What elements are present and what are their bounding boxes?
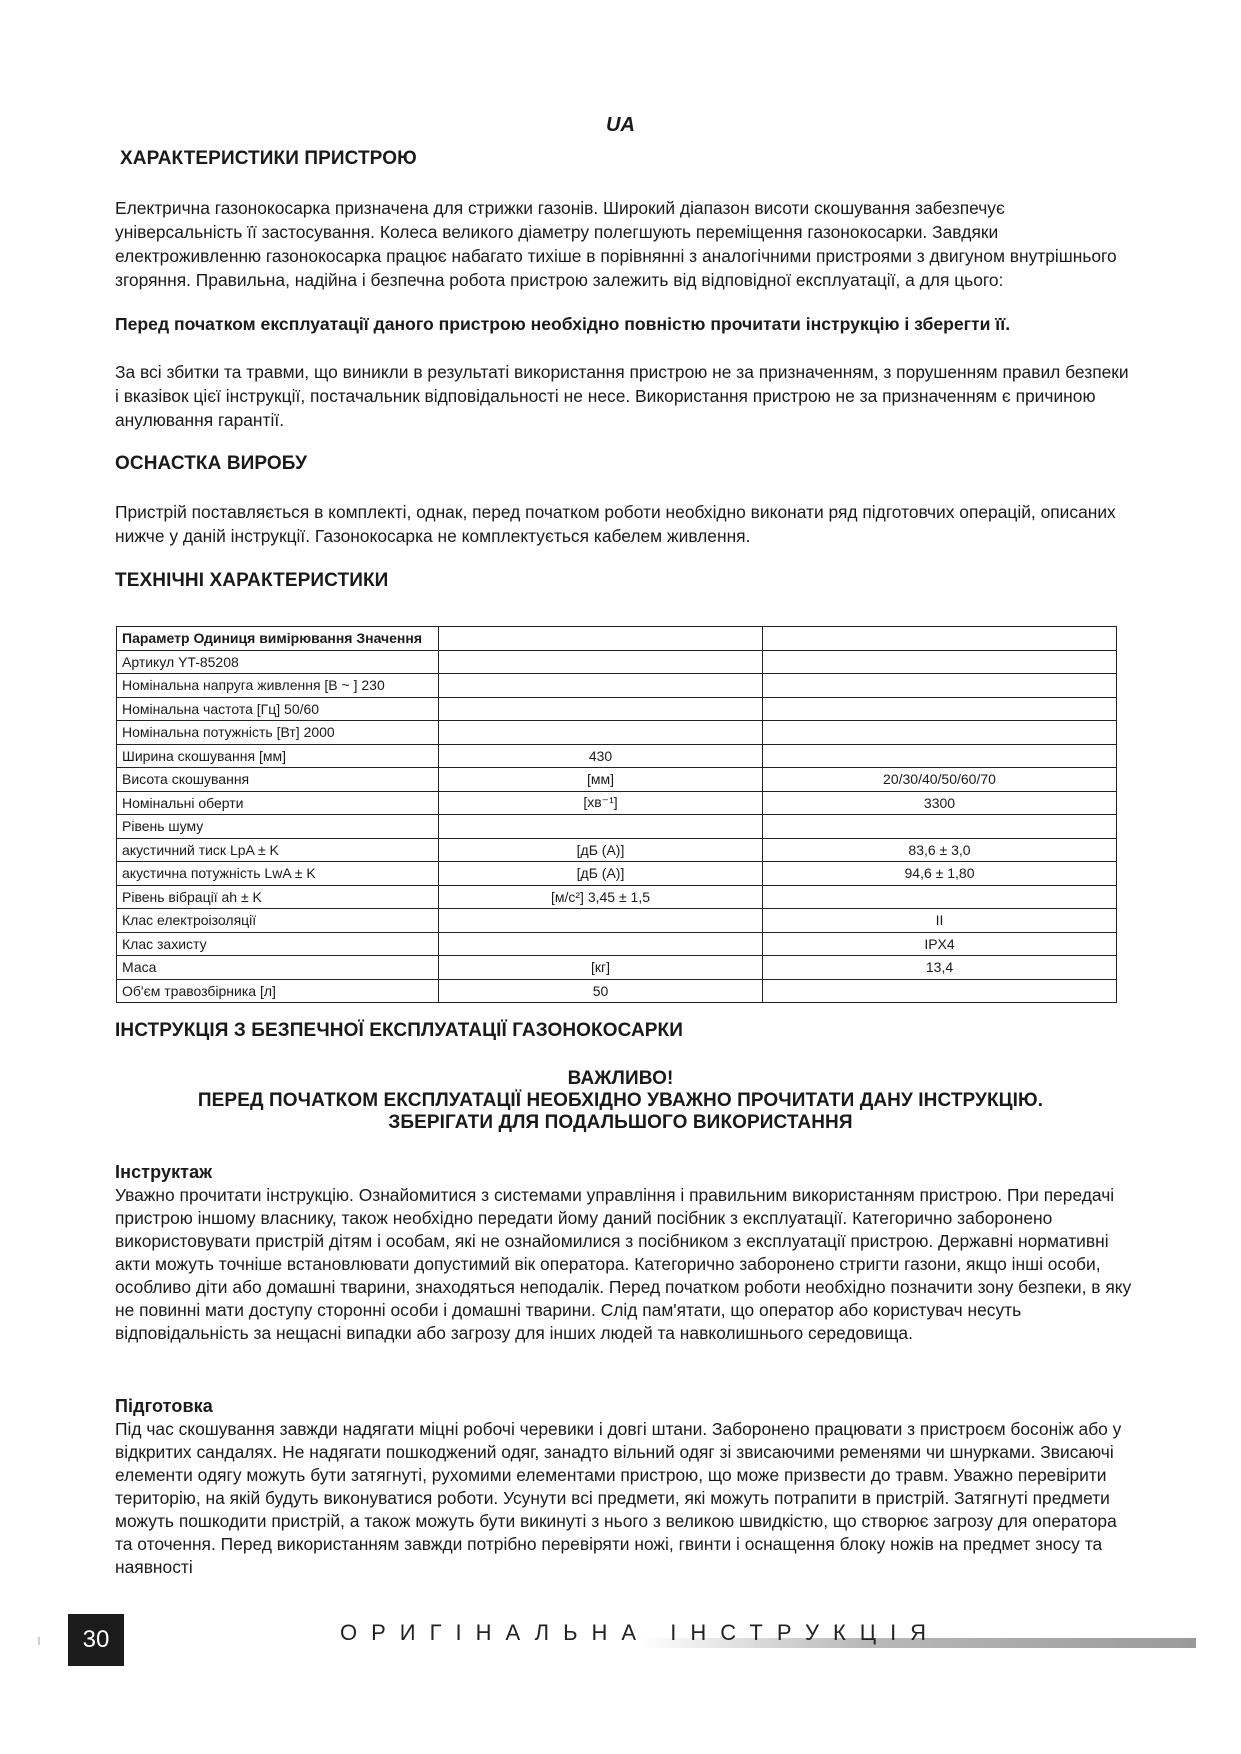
table-row [117, 791, 1117, 815]
table-cell [763, 815, 1117, 839]
table-cell [439, 674, 763, 698]
language-label: UA [606, 114, 635, 136]
table-cell: Параметр Одиниця вимірювання Значення [117, 627, 439, 651]
table-cell: [мм] [439, 768, 763, 792]
table-cell: Артикул YT-85208 [117, 650, 439, 674]
table-cell [439, 909, 763, 933]
paragraph-description: Електрична газонокосарка призначена для стрижки газонів. Широкий діапазон висоти скошування забезпечує універсальність її застосування. Колеса великого діаметру полегшують переміщення газонокосарки. Завдяки електроживленню газонокосарка працює набагато тихіше в порівнянні з аналогічними пристроями з двигуном внутрішнього згоряння. Правильна, надійна і безпечна робота пристрою залежить від відповідної експлуатації, а для цього: [115, 198, 1117, 290]
table-cell: 430 [439, 744, 763, 768]
section-title-characteristics: ХАРАКТЕРИСТИКИ ПРИСТРОЮ [120, 148, 417, 169]
table-cell: акустична потужність LwA ± K [117, 862, 439, 886]
table-cell [763, 650, 1117, 674]
table-cell [763, 744, 1117, 768]
table-cell [763, 627, 1117, 651]
important-heading: ВАЖЛИВО! [567, 1068, 674, 1089]
table-row [117, 744, 1117, 768]
table-cell: Клас електроізоляції [117, 909, 439, 933]
table-cell: [хв⁻¹] [439, 791, 763, 815]
table-cell: Висота скошування [117, 768, 439, 792]
table-cell: IPX4 [763, 932, 1117, 956]
table-cell: Рівень шуму [117, 815, 439, 839]
table-row [117, 885, 1117, 909]
table-cell: [кг] [439, 956, 763, 980]
table-cell: 50 [439, 979, 763, 1003]
table-cell [439, 815, 763, 839]
table-row [117, 932, 1117, 956]
subsection-title-briefing: Інструктаж [115, 1162, 213, 1182]
paragraph-preparation: Під час скошування завжди надягати міцні робочі черевики і довгі штани. Заборонено працювати з пристроєм босоніж або у відкритих сандалях. Не надягати пошкоджений одяг, занадто вільний одяг зі звисаючими ременями чи шнурками. Звисаючі елементи одягу можуть бути затягнуті, рухомими елементами пристрою, що може призвести до травм. Уважно перевірити територію, на якій будуть виконуватися роботи. Усунути всі предмети, які можуть потрапити в пристрій. Затягнуті предмети можуть пошкодити пристрій, а також можуть бути викинуті з нього з великою швидкістю, що створює загрозу для оператора та оточення. Перед використанням завжди потрібно перевіряти ножі, гвинти і оснащення блоку ножів на предмет зносу та наявності [115, 1419, 1122, 1577]
specifications-table [116, 626, 1117, 1003]
table-cell: 20/30/40/50/60/70 [763, 768, 1117, 792]
table-row [117, 838, 1117, 862]
table-cell [439, 697, 763, 721]
paragraph-briefing: Уважно прочитати інструкцію. Ознайомитися з системами управління і правильним використанням пристрою. При передачі пристрою іншому власнику, також необхідно передати йому даний посібник з експлуатації. Категорично заборонено використовувати пристрій дітям і особам, які не ознайомилися з посібником з експлуатації пристрою. Державні нормативні акти можуть точніше встановлювати допустимий вік оператора. Категорично заборонено стригти газони, якщо інші особи, особливо діти або домашні тварини, знаходяться неподалік. Перед початком роботи необхідно позначити зону безпеки, в яку не повинні мати доступу сторонні особи і домашні тварини. Слід пам'ятати, що оператор або користувач несуть відповідальність за нещасні випадки або загрозу для інших людей та навколишнього середовища. [115, 1185, 1132, 1343]
table-cell: Маса [117, 956, 439, 980]
table-cell: Клас захисту [117, 932, 439, 956]
table-row [117, 979, 1117, 1003]
table-row [117, 650, 1117, 674]
section-title-specs: ТЕХНІЧНІ ХАРАКТЕРИСТИКИ [115, 570, 389, 591]
section-title-equipment: ОСНАСТКА ВИРОБУ [115, 453, 308, 474]
warning-read-instructions: Перед початком експлуатації даного пристрою необхідно повністю прочитати інструкцію і зберегти її. [115, 314, 1011, 334]
section-title-safety: ІНСТРУКЦІЯ З БЕЗПЕЧНОЇ ЕКСПЛУАТАЦІЇ ГАЗОНОКОСАРКИ [115, 1020, 683, 1041]
table-cell: 13,4 [763, 956, 1117, 980]
table-cell [763, 721, 1117, 745]
page-number: 30 [68, 1614, 124, 1666]
table-cell [763, 674, 1117, 698]
table-row [117, 697, 1117, 721]
table-cell: Номінальна напруга живлення [В ~ ] 230 [117, 674, 439, 698]
footer-original-instruction: ОРИГІНАЛЬНА ІНСТРУКЦІЯ [340, 1620, 941, 1645]
table-cell [763, 979, 1117, 1003]
footer-tick [38, 1637, 40, 1645]
table-cell: Ширина скошування [мм] [117, 744, 439, 768]
table-cell: Номінальна потужність [Вт] 2000 [117, 721, 439, 745]
table-cell: Номінальні оберти [117, 791, 439, 815]
table-header-row [117, 627, 1117, 651]
table-cell [439, 627, 763, 651]
table-row [117, 862, 1117, 886]
table-row [117, 721, 1117, 745]
table-cell [439, 932, 763, 956]
table-cell: 94,6 ± 1,80 [763, 862, 1117, 886]
paragraph-liability: За всі збитки та травми, що виникли в результаті використання пристрою не за призначенням, з порушенням правил безпеки і вказівок цієї інструкції, постачальник відповідальності не несе. Використання пристрою не за призначенням є причиною анулювання гарантії. [115, 362, 1129, 430]
table-row [117, 815, 1117, 839]
important-keep-line: ЗБЕРІГАТИ ДЛЯ ПОДАЛЬШОГО ВИКОРИСТАННЯ [388, 1112, 853, 1133]
table-cell: II [763, 909, 1117, 933]
important-read-line: ПЕРЕД ПОЧАТКОМ ЕКСПЛУАТАЦІЇ НЕОБХІДНО УВАЖНО ПРОЧИТАТИ ДАНУ ІНСТРУКЦІЮ. [197, 1090, 1044, 1111]
subsection-title-preparation: Підготовка [115, 1396, 213, 1416]
table-row [117, 768, 1117, 792]
table-cell: [м/с²] 3,45 ± 1,5 [439, 885, 763, 909]
table-cell: 3300 [763, 791, 1117, 815]
table-cell [439, 721, 763, 745]
table-cell [763, 885, 1117, 909]
table-cell: акустичний тиск LpA ± K [117, 838, 439, 862]
table-row [117, 909, 1117, 933]
table-row [117, 956, 1117, 980]
table-cell: 83,6 ± 3,0 [763, 838, 1117, 862]
table-cell [439, 650, 763, 674]
paragraph-equipment: Пристрій поставляється в комплекті, однак, перед початком роботи необхідно виконати ряд підготовчих операцій, описаних нижче у даній інструкції. Газонокосарка не комплектується кабелем живлення. [115, 502, 1116, 546]
table-cell: [дБ (A)] [439, 838, 763, 862]
table-row [117, 674, 1117, 698]
table-cell: Номінальна частота [Гц] 50/60 [117, 697, 439, 721]
table-cell: Рівень вібрації ah ± K [117, 885, 439, 909]
table-cell: [дБ (A)] [439, 862, 763, 886]
table-cell [763, 697, 1117, 721]
table-cell: Об'єм травозбірника [л] [117, 979, 439, 1003]
